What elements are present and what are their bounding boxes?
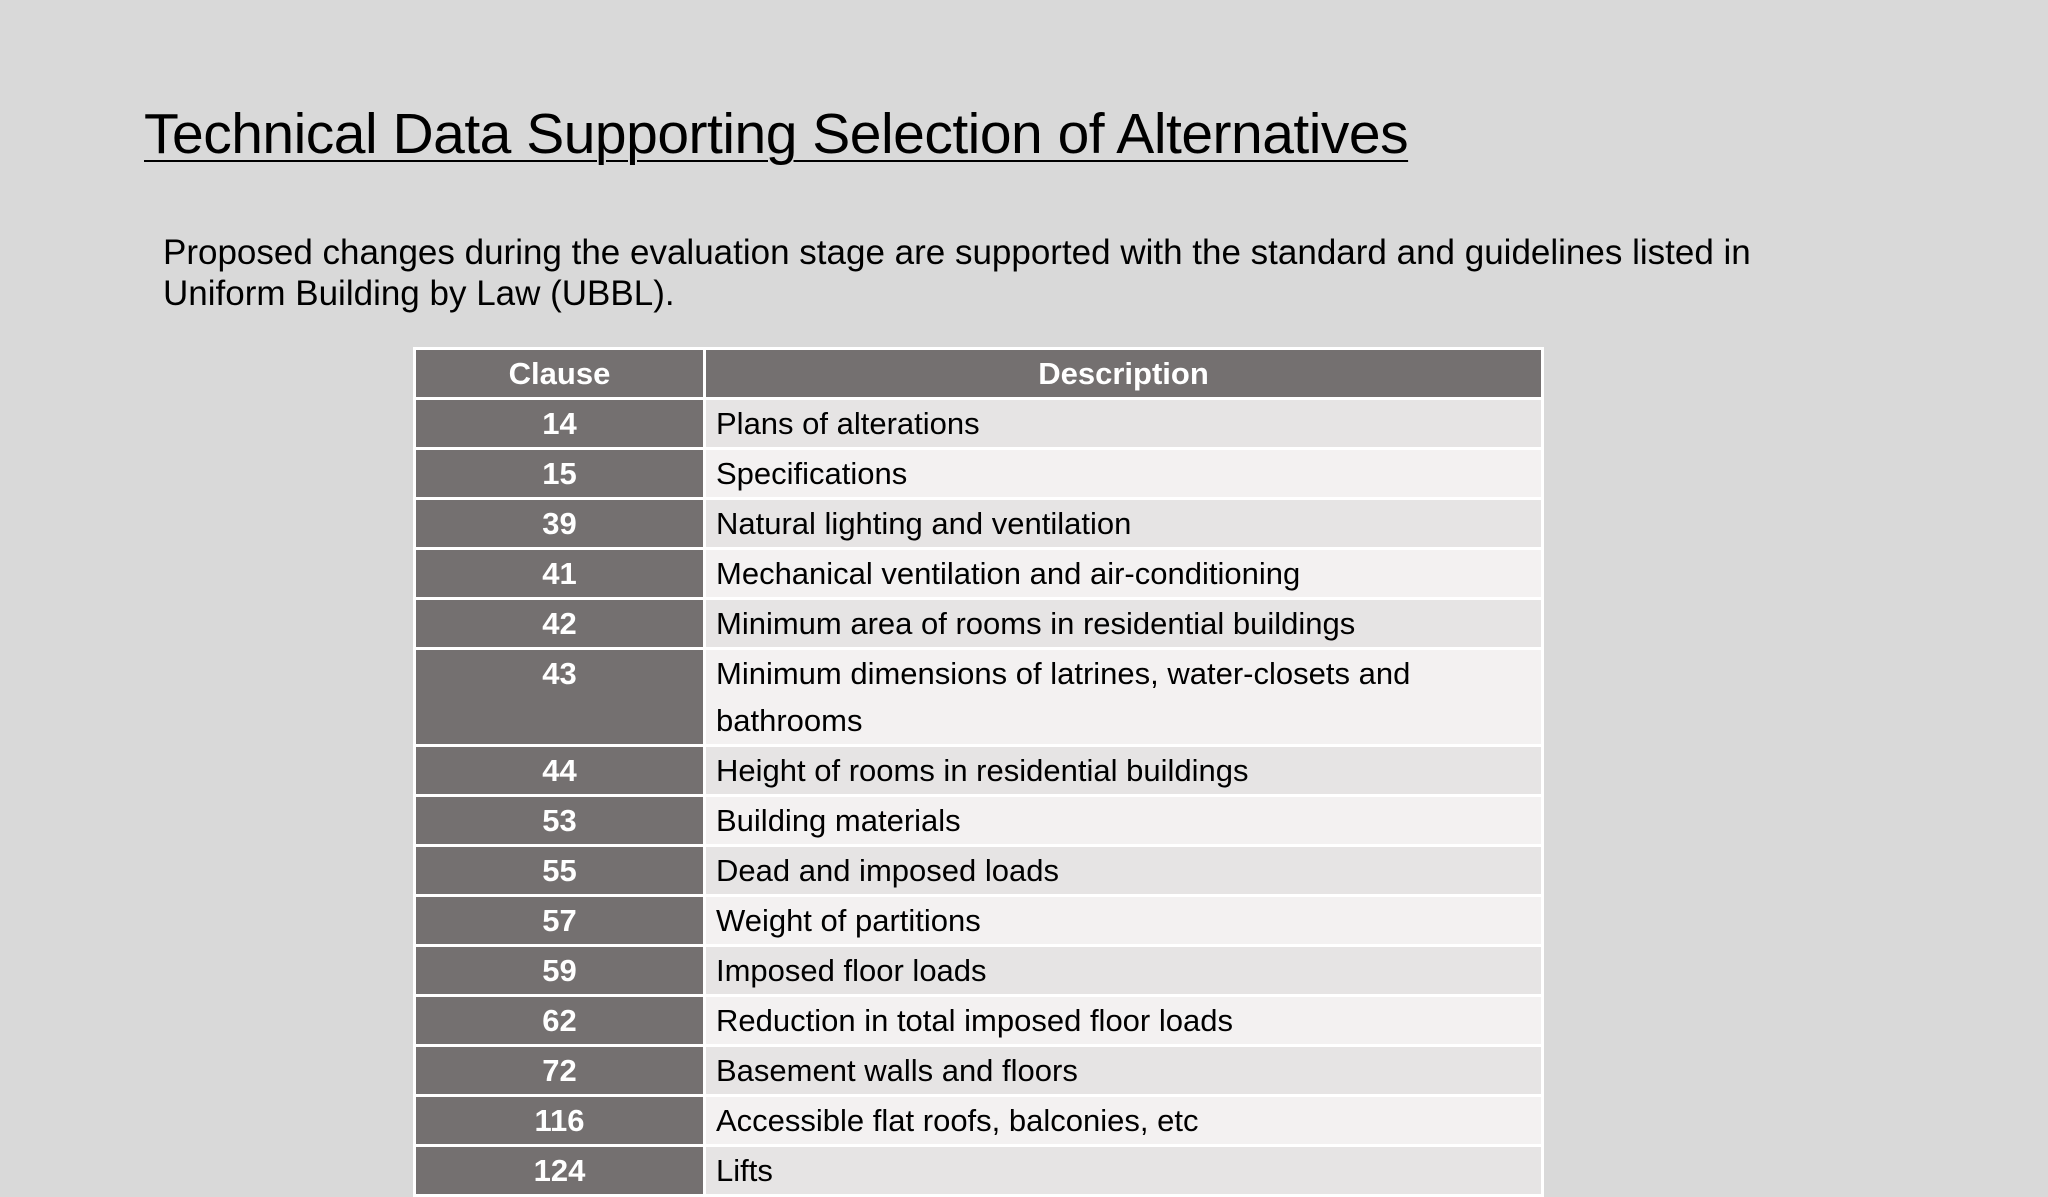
clause-description: Height of rooms in residential buildings [705,746,1543,796]
table-row [415,946,1543,996]
table-row [415,1046,1543,1096]
table-row [415,649,1543,746]
table-header-row [415,349,1543,399]
clause-number: 43 [415,649,705,746]
clause-number: 59 [415,946,705,996]
table-row [415,1096,1543,1146]
clause-number: 42 [415,599,705,649]
clause-description: Plans of alterations [705,399,1543,449]
table-row [415,399,1543,449]
clause-description: Lifts [705,1146,1543,1196]
table-row [415,599,1543,649]
clause-number: 39 [415,499,705,549]
clause-description: Specifications [705,449,1543,499]
clause-number: 124 [415,1146,705,1196]
description-column-header: Description [705,349,1543,399]
table-row [415,549,1543,599]
clause-number: 55 [415,846,705,896]
intro-paragraph: Proposed changes during the evaluation stage are supported with the standard and guidelines listed in Uniform Building by Law (UBBL). [163,233,1751,313]
clause-number: 14 [415,399,705,449]
clause-description: Basement walls and floors [705,1046,1543,1096]
clause-description: Minimum dimensions of latrines, water-closets and bathrooms [705,649,1543,746]
table-row [415,1146,1543,1196]
table-row [415,499,1543,549]
table-row [415,746,1543,796]
clause-number: 57 [415,896,705,946]
clause-number: 72 [415,1046,705,1096]
clause-description: Natural lighting and ventilation [705,499,1543,549]
clause-description: Reduction in total imposed floor loads [705,996,1543,1046]
clause-description: Imposed floor loads [705,946,1543,996]
clause-number: 116 [415,1096,705,1146]
clause-description: Building materials [705,796,1543,846]
clause-number: 44 [415,746,705,796]
clause-description: Accessible flat roofs, balconies, etc [705,1096,1543,1146]
ubbl-clause-table [413,347,1544,1197]
table-row [415,996,1543,1046]
table-row [415,896,1543,946]
clause-number: 62 [415,996,705,1046]
clause-description: Dead and imposed loads [705,846,1543,896]
table-row [415,449,1543,499]
slide-title: Technical Data Supporting Selection of Alternatives [144,102,1409,166]
clause-description: Weight of partitions [705,896,1543,946]
clause-description: Minimum area of rooms in residential buildings [705,599,1543,649]
clause-column-header: Clause [415,349,705,399]
table-row [415,796,1543,846]
clause-number: 53 [415,796,705,846]
clause-number: 15 [415,449,705,499]
table-row [415,846,1543,896]
clause-number: 41 [415,549,705,599]
clause-description: Mechanical ventilation and air-conditioning [705,549,1543,599]
